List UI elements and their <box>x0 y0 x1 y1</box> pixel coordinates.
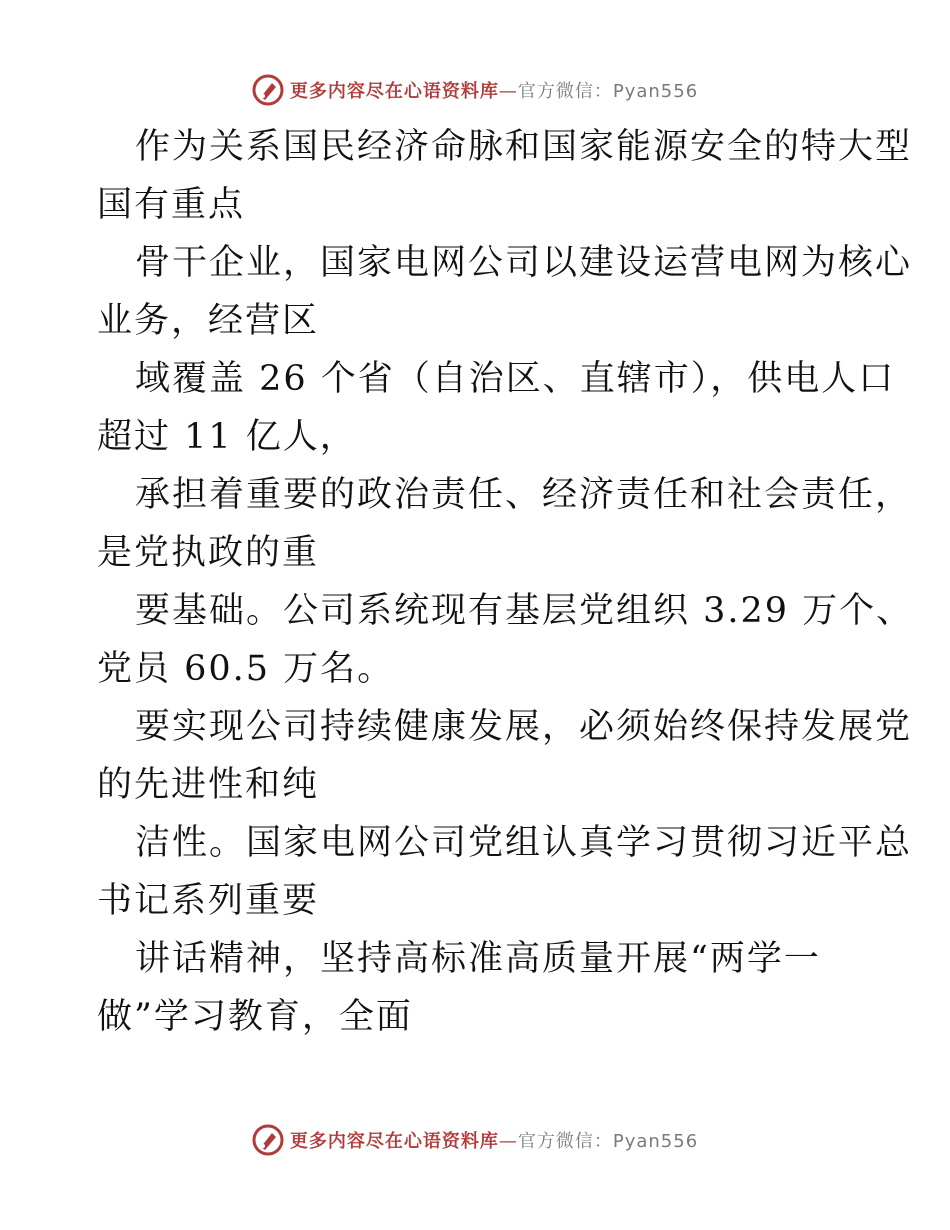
text-line: 做”学习教育，全面 <box>97 997 413 1037</box>
text-line: 党员 60.5 万名。 <box>97 649 395 689</box>
text-line: 要基础。公司系统现有基层党组织 3.29 万个、 <box>135 591 914 631</box>
text-line: 作为关系国民经济命脉和国家能源安全的特大型 <box>135 127 913 167</box>
banner-wechat: 官方微信：Pyan556 <box>517 1131 699 1152</box>
text-line: 要实现公司持续健康发展，必须始终保持发展党 <box>135 707 913 747</box>
text-line: 洁性。国家电网公司党组认真学习贯彻习近平总 <box>135 823 913 863</box>
text-line: 业务，经营区 <box>97 301 320 341</box>
document-body <box>97 118 914 1046</box>
banner-brand: 更多内容尽在心语资料库 <box>289 1131 499 1152</box>
pen-nib-logo-icon <box>252 1124 284 1156</box>
banner-text <box>290 77 698 103</box>
footer-banner <box>0 1120 950 1160</box>
pen-nib-logo-icon <box>252 74 284 106</box>
text-line: 超过 11 亿人， <box>97 417 357 457</box>
text-line: 讲话精神，坚持高标准高质量开展“两学一 <box>135 939 821 979</box>
header-banner <box>0 70 950 110</box>
banner-text <box>290 1127 698 1153</box>
text-line: 是党执政的重 <box>97 533 320 573</box>
text-line: 承担着重要的政治责任、经济责任和社会责任， <box>135 475 913 515</box>
banner-separator: — <box>498 81 518 102</box>
banner-separator: — <box>498 1131 518 1152</box>
text-line: 的先进性和纯 <box>97 765 320 805</box>
banner-wechat: 官方微信：Pyan556 <box>517 81 699 102</box>
text-line: 国有重点 <box>97 185 246 225</box>
text-line: 域覆盖 26 个省（自治区、直辖市），供电人口 <box>135 359 896 399</box>
banner-brand: 更多内容尽在心语资料库 <box>289 81 499 102</box>
text-line: 骨干企业，国家电网公司以建设运营电网为核心 <box>135 243 913 283</box>
text-line: 书记系列重要 <box>97 881 320 921</box>
